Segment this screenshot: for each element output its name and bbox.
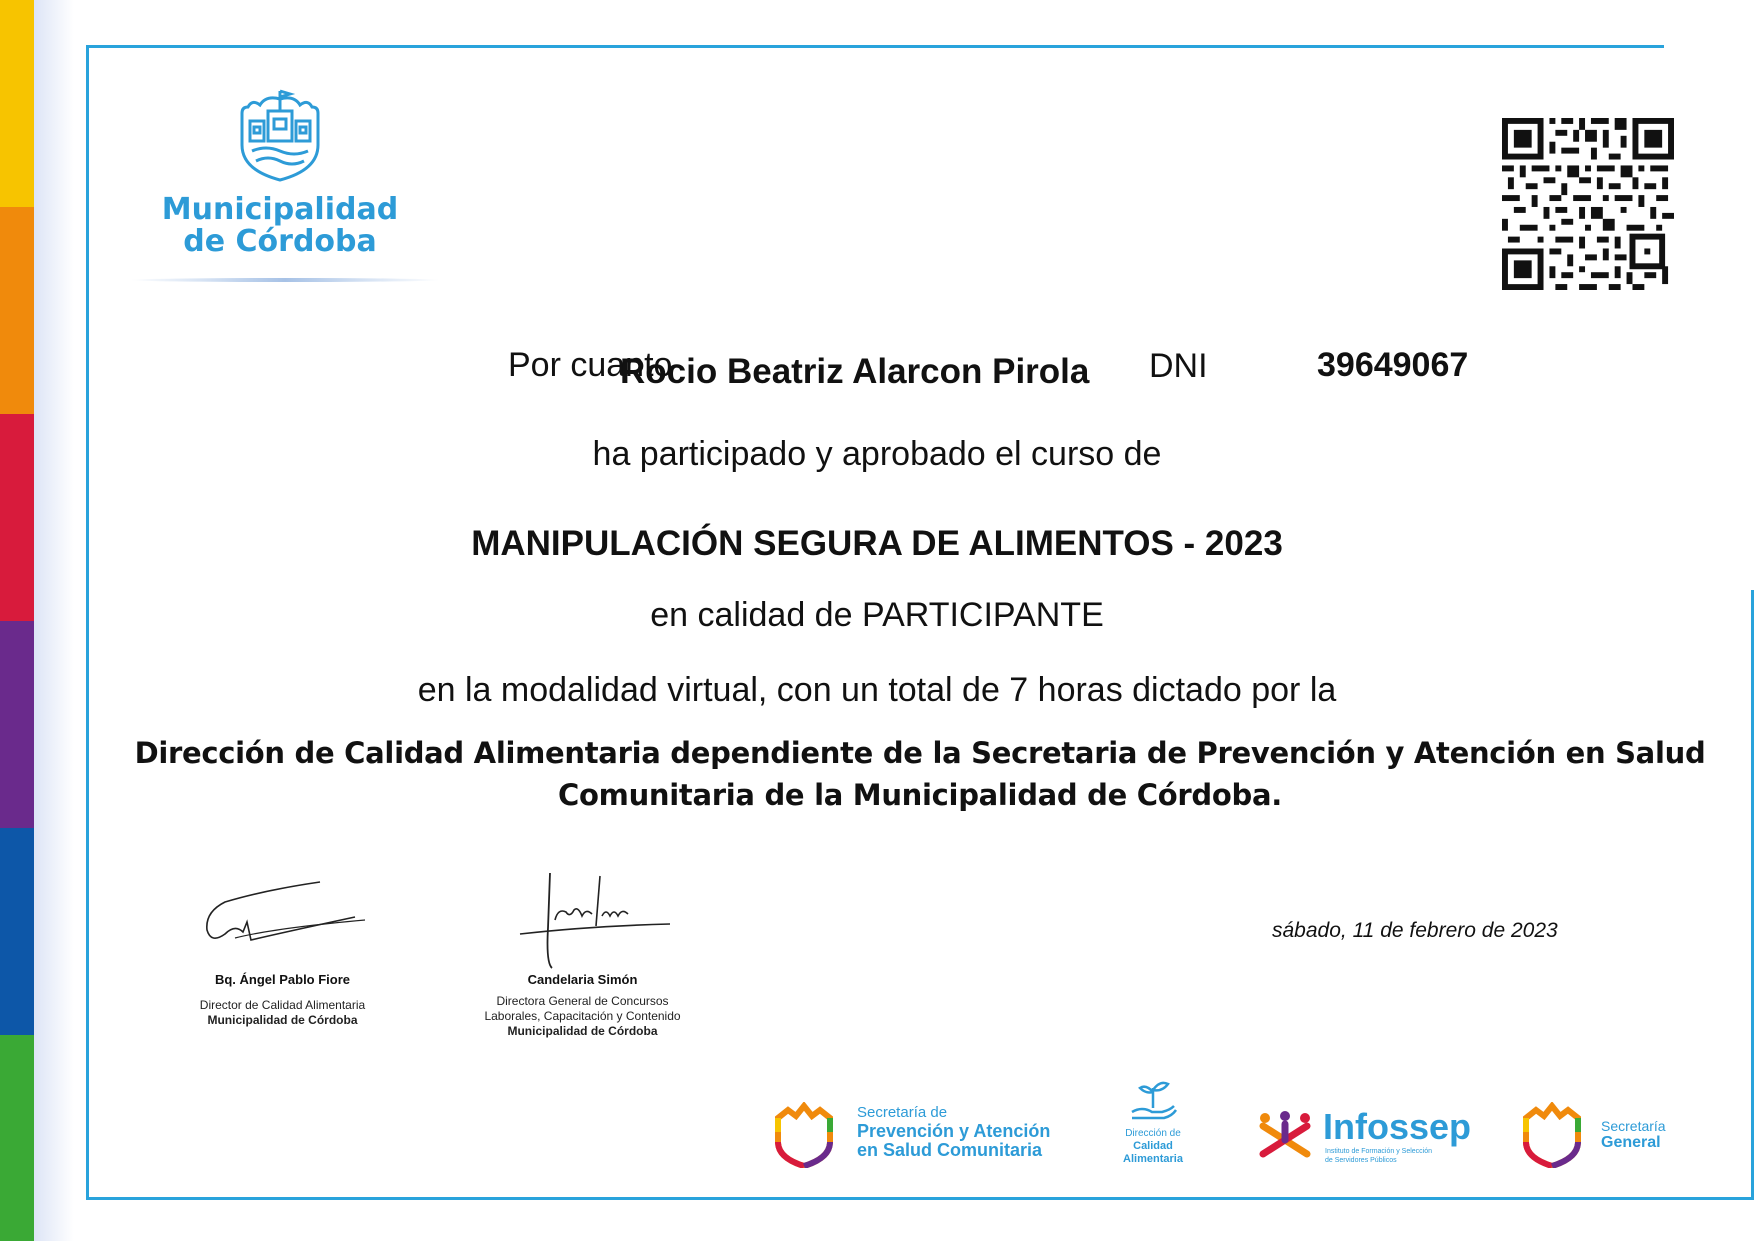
organization-line-1: Dirección de Calidad Alimentaria dependiente de la Secretaria de Prevención y Atención en Salud (134, 736, 1706, 770)
signature-2-org: Municipalidad de Córdoba (507, 1024, 658, 1038)
signature-1-org: Municipalidad de Córdoba (207, 1013, 358, 1027)
color-strip-green (0, 1035, 34, 1241)
calidad-line2: Calidad (1133, 1140, 1173, 1152)
secretaria-prev-line2: Prevención y Atención (857, 1121, 1051, 1141)
sec-general-line1: Secretaría (1601, 1118, 1666, 1134)
participation-line: ha participado y aprobado el curso de (592, 435, 1162, 473)
logo-infossep (1255, 1106, 1495, 1166)
recipient-name: Rocio Beatriz Alarcon Pirola (620, 352, 1090, 391)
signature-1-role: Director de Calidad Alimentaria (199, 998, 366, 1012)
signature-2-role-1: Directora General de Concursos (496, 994, 669, 1008)
secretaria-prev-line3: en Salud Comunitaria (857, 1140, 1043, 1160)
infossep-people-icon (1255, 1110, 1315, 1160)
logo-secretaria-general (1520, 1100, 1690, 1170)
logo-calidad-alimentaria (1108, 1078, 1198, 1168)
secretaria-prev-line1: Secretaría de (857, 1104, 948, 1121)
infossep-title: Infossep (1323, 1106, 1472, 1147)
signature-2-image (500, 868, 680, 973)
signature-2-role-2: Laborales, Capacitación y Contenido (484, 1009, 681, 1023)
course-title: MANIPULACIÓN SEGURA DE ALIMENTOS - 2023 (471, 524, 1283, 563)
color-strip-orange (0, 207, 34, 414)
logo-line-2: de Córdoba (183, 224, 377, 259)
hand-plant-icon (1128, 1078, 1178, 1124)
color-strip-blue (0, 828, 34, 1035)
logo-line-1: Municipalidad (161, 192, 399, 227)
issue-date: sábado, 11 de febrero de 2023 (1272, 919, 1558, 942)
municipalidad-logo (140, 85, 420, 285)
frame-top-border (86, 45, 1664, 48)
dni-value: 39649067 (1317, 346, 1469, 384)
role-line: en calidad de PARTICIPANTE (650, 596, 1104, 634)
intro-text: Por cuanto (508, 346, 673, 384)
calidad-line3: Alimentaria (1123, 1153, 1183, 1165)
qr-code-icon (1502, 118, 1674, 290)
color-strip-purple (0, 621, 34, 828)
color-strip-yellow (0, 0, 34, 207)
signature-2-name: Candelaria Simón (527, 972, 638, 987)
frame-bottom-border (86, 1197, 1754, 1200)
rainbow-shield-icon-2 (1520, 1102, 1584, 1168)
signature-1-name: Bq. Ángel Pablo Fiore (214, 972, 351, 987)
calidad-line1: Dirección de (1125, 1128, 1181, 1139)
logo-underline (130, 278, 440, 282)
logo-secretaria-prevencion (772, 1100, 1092, 1170)
city-shield-icon (230, 85, 330, 185)
rainbow-shield-icon (772, 1102, 836, 1168)
infossep-sub2: de Servidores Públicos (1325, 1157, 1397, 1164)
infossep-sub1: Instituto de Formación y Selección (1325, 1148, 1432, 1155)
dni-label: DNI (1149, 347, 1208, 385)
modality-line: en la modalidad virtual, con un total de 7 horas dictado por la (417, 671, 1337, 709)
organization-line-2: Comunitaria de la Municipalidad de Córdoba. (558, 778, 1282, 812)
signature-1-image (195, 872, 375, 967)
sec-general-line2: General (1601, 1134, 1661, 1151)
